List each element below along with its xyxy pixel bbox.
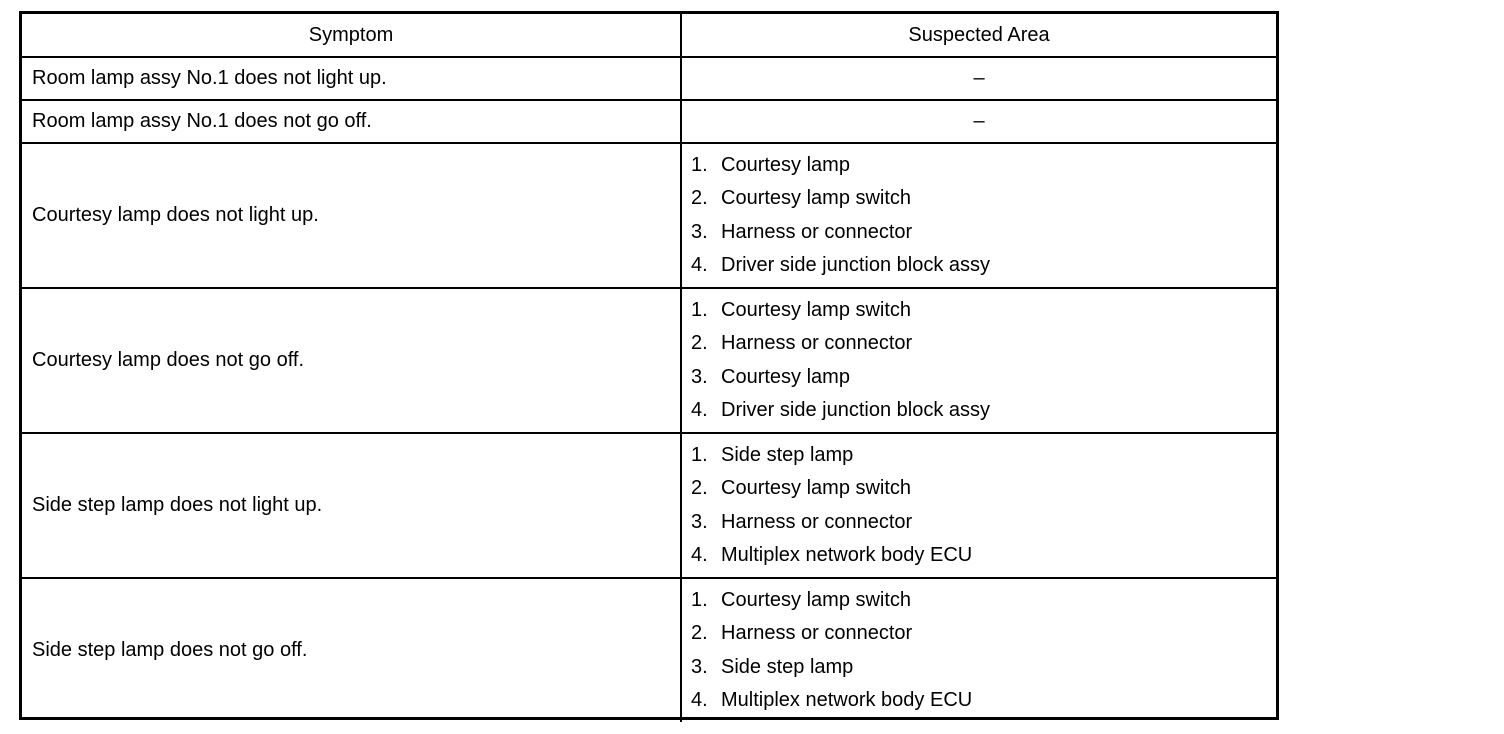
suspected-area-item: 2. Courtesy lamp switch xyxy=(691,477,912,500)
suspected-area-list xyxy=(682,294,1276,427)
troubleshooting-table xyxy=(22,14,1276,722)
suspected-area-cell xyxy=(681,288,1276,433)
suspected-area-item: 2. Courtesy lamp switch xyxy=(691,187,912,210)
suspected-area-item: 4. Driver side junction block assy xyxy=(691,253,990,276)
suspected-area-item: 3. Harness or connector xyxy=(691,220,913,243)
symptom-cell: Side step lamp does not go off. xyxy=(22,578,681,722)
table-row xyxy=(22,288,1276,433)
suspected-area-item: 1. Courtesy lamp switch xyxy=(691,298,912,321)
table-row xyxy=(22,578,1276,722)
symptom-cell: Room lamp assy No.1 does not go off. xyxy=(22,100,681,143)
suspected-area-list xyxy=(682,149,1276,282)
symptom-column-header: Symptom xyxy=(22,14,681,57)
suspected-area-item: 3. Courtesy lamp xyxy=(691,365,850,388)
header-row xyxy=(22,14,1276,57)
suspected-area-item: 1. Courtesy lamp xyxy=(691,153,850,176)
troubleshooting-table-frame xyxy=(19,11,1279,720)
suspected-area-item: 3. Side step lamp xyxy=(691,655,854,678)
symptom-cell: Room lamp assy No.1 does not light up. xyxy=(22,57,681,100)
suspected-area-item: 4. Multiplex network body ECU xyxy=(691,543,973,566)
suspected-area-item: 2. Harness or connector xyxy=(691,332,913,355)
symptom-cell: Side step lamp does not light up. xyxy=(22,433,681,578)
table-row xyxy=(22,100,1276,143)
suspected-area-item: 2. Harness or connector xyxy=(691,622,913,645)
suspected-area-cell: – xyxy=(681,100,1276,143)
suspected-area-cell xyxy=(681,143,1276,288)
suspected-area-list xyxy=(682,584,1276,717)
suspected-area-item: 1. Courtesy lamp switch xyxy=(691,588,912,611)
suspected-area-item: 3. Harness or connector xyxy=(691,510,913,533)
suspected-area-item: 4. Multiplex network body ECU xyxy=(691,688,973,711)
suspected-area-item: 4. Driver side junction block assy xyxy=(691,398,990,421)
table-row xyxy=(22,433,1276,578)
table-row xyxy=(22,57,1276,100)
table-row xyxy=(22,143,1276,288)
suspected-area-cell xyxy=(681,433,1276,578)
suspected-area-list xyxy=(682,439,1276,572)
suspected-area-cell xyxy=(681,578,1276,722)
suspected-area-column-header: Suspected Area xyxy=(681,14,1276,57)
symptom-cell: Courtesy lamp does not go off. xyxy=(22,288,681,433)
suspected-area-cell: – xyxy=(681,57,1276,100)
suspected-area-item: 1. Side step lamp xyxy=(691,443,854,466)
symptom-cell: Courtesy lamp does not light up. xyxy=(22,143,681,288)
